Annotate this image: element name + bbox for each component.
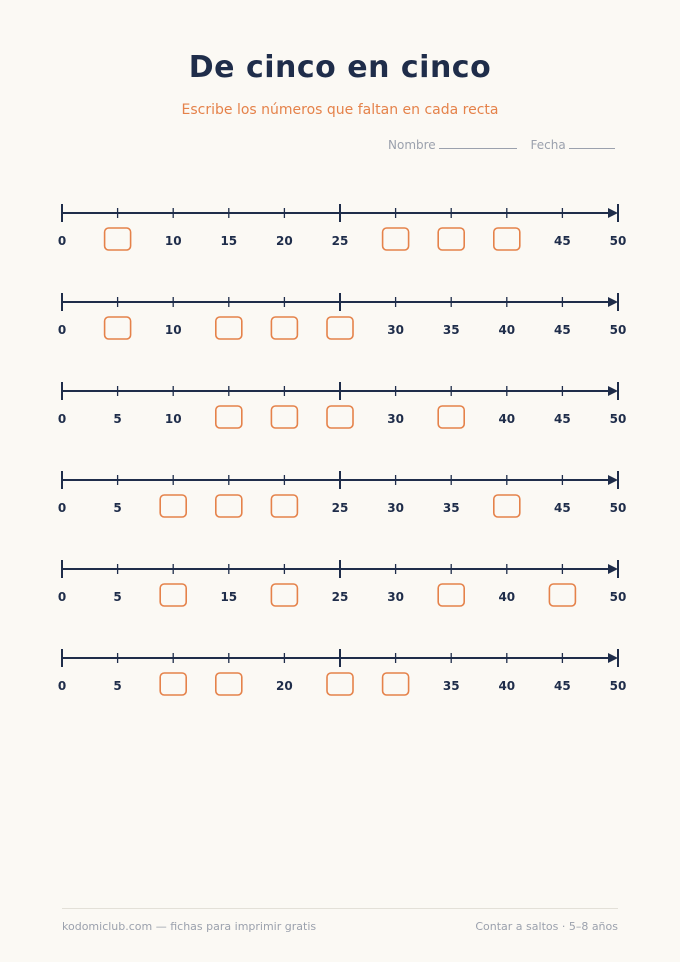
tick-label: 0 (57, 501, 67, 515)
page-subtitle: Escribe los números que faltan en cada recta (181, 102, 499, 118)
tick-label: 50 (609, 590, 627, 604)
tick-label: 5 (113, 679, 122, 693)
arrow-head-icon (608, 475, 618, 485)
answer-box[interactable] (438, 406, 464, 428)
answer-box[interactable] (105, 228, 131, 250)
page-title: De cinco en cinco (188, 50, 492, 85)
tick-label: 40 (498, 679, 516, 693)
tick-label: 50 (609, 679, 627, 693)
tick-label: 5 (113, 501, 122, 515)
answer-box[interactable] (438, 584, 464, 606)
arrow-head-icon (608, 386, 618, 396)
tick-label: 45 (554, 323, 571, 337)
tick-label: 50 (609, 501, 627, 515)
answer-box[interactable] (160, 584, 186, 606)
date-label: Fecha (530, 138, 566, 152)
tick-label: 45 (554, 234, 571, 248)
name-label: Nombre (388, 138, 436, 152)
tick-label: 40 (498, 323, 516, 337)
footer-topic: Contar a saltos · 5–8 años (475, 920, 618, 933)
tick-label: 0 (57, 412, 67, 426)
tick-label: 50 (609, 234, 627, 248)
answer-box[interactable] (271, 495, 297, 517)
number-line-2 (58, 293, 627, 339)
tick-label: 15 (220, 590, 238, 604)
tick-label: 35 (442, 323, 460, 337)
tick-label: 30 (387, 590, 404, 604)
footer-divider (62, 908, 618, 909)
tick-label: 40 (498, 590, 516, 604)
tick-label: 25 (331, 501, 349, 515)
answer-box[interactable] (105, 317, 131, 339)
answer-box[interactable] (327, 673, 353, 695)
number-line-1 (58, 204, 627, 250)
answer-box[interactable] (438, 228, 464, 250)
tick-label: 0 (57, 679, 67, 693)
answer-box[interactable] (327, 406, 353, 428)
answer-box[interactable] (216, 406, 242, 428)
tick-label: 5 (113, 590, 122, 604)
answer-box[interactable] (494, 495, 520, 517)
answer-box[interactable] (383, 228, 409, 250)
tick-label: 0 (57, 234, 67, 248)
answer-box[interactable] (271, 317, 297, 339)
tick-label: 20 (276, 679, 293, 693)
answer-box[interactable] (216, 317, 242, 339)
tick-label: 0 (57, 590, 67, 604)
tick-label: 5 (113, 412, 122, 426)
tick-label: 25 (331, 234, 349, 248)
answer-box[interactable] (160, 673, 186, 695)
tick-label: 45 (554, 501, 571, 515)
tick-label: 30 (387, 323, 404, 337)
answer-box[interactable] (271, 584, 297, 606)
answer-box[interactable] (160, 495, 186, 517)
number-line-6 (58, 649, 627, 695)
footer-site: kodomiclub.com — fichas para imprimir gratis (62, 920, 317, 933)
number-line-3 (58, 382, 627, 428)
tick-label: 15 (220, 234, 238, 248)
answer-box[interactable] (216, 495, 242, 517)
tick-label: 10 (164, 412, 182, 426)
tick-label: 45 (554, 679, 571, 693)
tick-label: 20 (276, 234, 293, 248)
tick-label: 50 (609, 323, 627, 337)
tick-label: 10 (164, 323, 182, 337)
arrow-head-icon (608, 564, 618, 574)
tick-label: 40 (498, 412, 516, 426)
tick-label: 35 (442, 501, 460, 515)
arrow-head-icon (608, 653, 618, 663)
answer-box[interactable] (216, 673, 242, 695)
answer-box[interactable] (383, 673, 409, 695)
tick-label: 25 (331, 590, 349, 604)
answer-box[interactable] (271, 406, 297, 428)
tick-label: 45 (554, 412, 571, 426)
answer-box[interactable] (327, 317, 353, 339)
arrow-head-icon (608, 297, 618, 307)
tick-label: 35 (442, 679, 460, 693)
number-line-5 (58, 560, 627, 606)
tick-label: 10 (164, 234, 182, 248)
tick-label: 50 (609, 412, 627, 426)
tick-label: 30 (387, 501, 404, 515)
tick-label: 30 (387, 412, 404, 426)
answer-box[interactable] (494, 228, 520, 250)
answer-box[interactable] (549, 584, 575, 606)
number-line-4 (58, 471, 627, 517)
arrow-head-icon (608, 208, 618, 218)
tick-label: 0 (57, 323, 67, 337)
